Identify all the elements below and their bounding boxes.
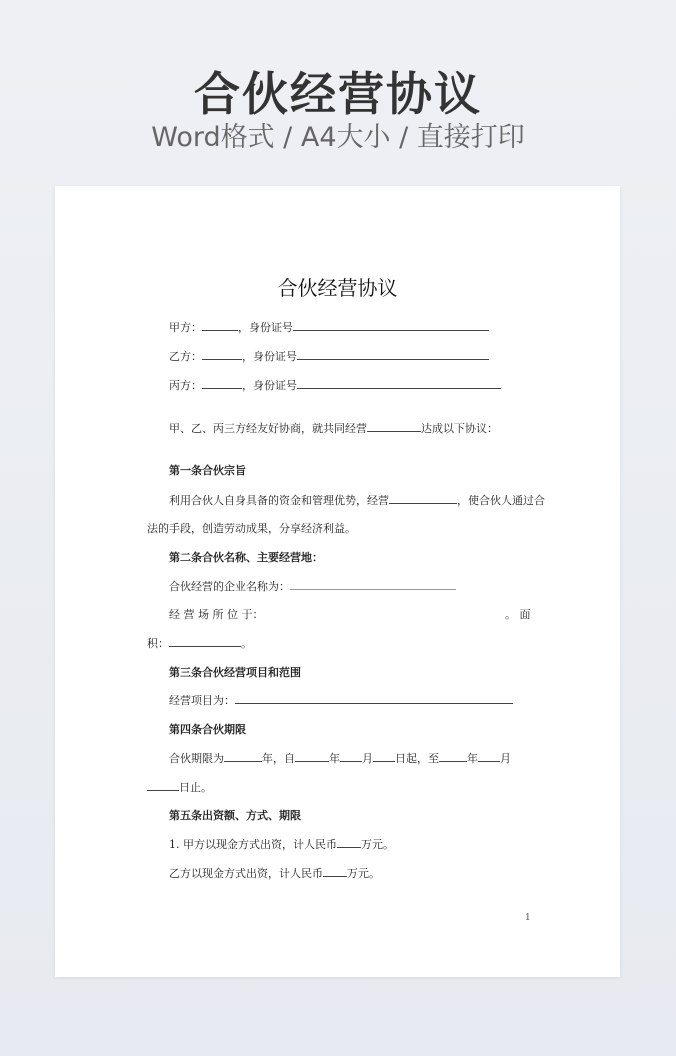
- party-b-label: 乙方：: [169, 350, 202, 363]
- party-a-id-label: ，身份证号: [238, 321, 293, 334]
- article-3-heading: 第三条合伙经营项目和范围: [169, 666, 301, 679]
- article-1-heading: 第一条合伙宗旨: [169, 464, 246, 477]
- area-label: 积：: [147, 637, 169, 650]
- party-b-line: [169, 349, 489, 365]
- party-b-id-blank: [297, 349, 489, 360]
- party-c-name-blank: [202, 378, 242, 389]
- party-b-name-blank: [202, 349, 242, 360]
- party-b-id-label: ，身份证号: [242, 350, 297, 363]
- capital-a-unit: 万元。: [361, 838, 394, 851]
- start-month-label: 月: [362, 752, 373, 765]
- article-5-item-1: [169, 837, 394, 853]
- article-3-item-line: [169, 693, 513, 709]
- capital-b-unit: 万元。: [347, 867, 380, 880]
- term-end-text: 日止。: [179, 781, 212, 794]
- article-2-area-line: [147, 636, 252, 652]
- capital-b-blank: [323, 866, 347, 877]
- document-page: [55, 186, 620, 977]
- start-year-blank: [295, 751, 329, 762]
- business-item-blank: [235, 693, 513, 704]
- start-day-label: 日起，至: [395, 752, 439, 765]
- page-number: 1: [525, 913, 531, 923]
- article-2-location-label: 经 营 场 所 位 于：: [169, 608, 264, 621]
- article-4-heading: 第四条合伙期限: [169, 723, 246, 736]
- start-year-label: 年: [329, 752, 340, 765]
- start-month-blank: [340, 751, 362, 762]
- article-5-heading: 第五条出资额、方式、期限: [169, 809, 301, 822]
- party-c-line: [169, 378, 501, 394]
- business-item-label: 经营项目为：: [169, 694, 235, 707]
- party-a-label: 甲方：: [169, 321, 202, 334]
- area-end: 。: [241, 637, 252, 650]
- party-a-line: [169, 320, 489, 336]
- capital-a-text: 1. 甲方以现金方式出资，计人民币: [169, 838, 337, 851]
- capital-b-text: 乙方以现金方式出资，计人民币: [169, 867, 323, 880]
- end-month-blank: [478, 751, 500, 762]
- term-years-label: 年，自: [262, 752, 295, 765]
- start-day-blank: [373, 751, 395, 762]
- party-a-id-blank: [293, 320, 489, 331]
- intro-text: 甲、乙、丙三方经友好协商，就共同经营: [169, 422, 367, 435]
- company-name-blank: [290, 579, 456, 590]
- article-1-line-1: [169, 493, 545, 509]
- intro-business-blank: [367, 421, 421, 432]
- intro-line: [169, 421, 498, 437]
- end-year-blank: [439, 751, 467, 762]
- article-2-location-end: 。 面: [505, 608, 531, 621]
- party-c-label: 丙方：: [169, 379, 202, 392]
- article-1-line-2: 法的手段，创造劳动成果，分享经济利益。: [147, 522, 356, 535]
- party-c-id-label: ，身份证号: [242, 379, 297, 392]
- article-2-company-line: [169, 579, 456, 595]
- hero-title: 合伙经营协议: [194, 67, 482, 121]
- article-1-business-blank: [389, 493, 457, 504]
- area-blank: [169, 636, 241, 647]
- end-month-label: 月: [500, 752, 511, 765]
- article-1-text-cont: ，使合伙人通过合: [457, 494, 545, 507]
- article-5-item-2: [169, 866, 380, 882]
- party-c-id-blank: [297, 378, 501, 389]
- intro-text-end: 达成以下协议：: [421, 422, 498, 435]
- term-label: 合伙期限为: [169, 752, 224, 765]
- company-name-label: 合伙经营的企业名称为：: [169, 580, 290, 593]
- term-years-blank: [224, 751, 262, 762]
- hero-subtitle: Word格式 / A4大小 / 直接打印: [151, 122, 525, 153]
- end-day-blank: [147, 780, 179, 791]
- article-1-text: 利用合伙人自身具备的资金和管理优势，经营: [169, 494, 389, 507]
- article-2-heading: 第二条合伙名称、主要经营地：: [169, 551, 323, 564]
- capital-a-blank: [337, 837, 361, 848]
- article-4-line-2: [147, 780, 212, 796]
- document-title: 合伙经营协议: [277, 276, 398, 300]
- party-a-name-blank: [202, 320, 238, 331]
- article-4-line-1: [169, 751, 511, 767]
- end-year-label: 年: [467, 752, 478, 765]
